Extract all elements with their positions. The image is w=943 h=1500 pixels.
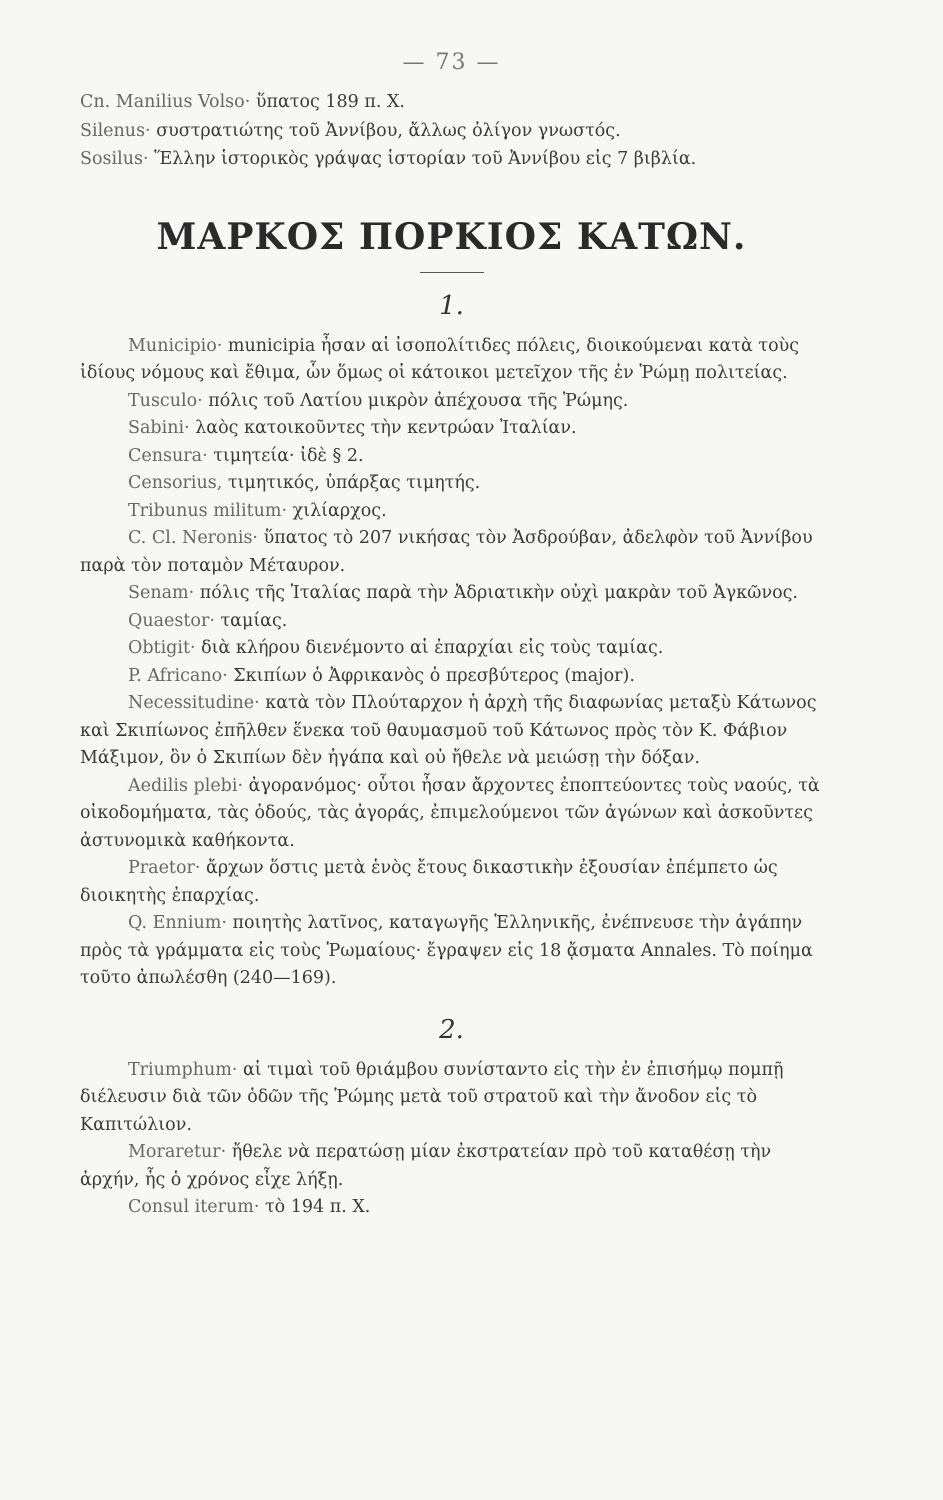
entry [80, 580, 823, 608]
entry [80, 1057, 823, 1140]
entry [80, 388, 823, 416]
entry-definition: ὕπατος τὸ 207 νικήσας τὸν Ἀσδρούβαν, ἀδελφὸν τοῦ Ἀννίβου παρὰ τὸν ποταμὸν Μέταυρον. [80, 528, 813, 576]
entry-definition: διὰ κλήρου διενέμοντο αἱ ἐπαρχίαι εἰς τοὺς ταμίας. [195, 638, 664, 658]
entry [80, 608, 823, 636]
entry [80, 1194, 823, 1222]
entry-definition: ταμίας. [214, 610, 288, 631]
entry-term: P. Africano· [128, 665, 228, 686]
entry-term: Censura· [128, 445, 208, 466]
entry-term: Q. Ennium· [128, 913, 227, 933]
entry-term: Quaestor· [128, 610, 215, 631]
entry-definition: ἄρχων ὅστις μετὰ ἑνὸς ἔτους δικαστικὴν ἐξουσίαν ἐπέμπετο ὡς διοικητὴς ἐπαρχίας. [80, 858, 778, 906]
entry [80, 663, 823, 691]
entry [80, 1139, 823, 1194]
entry-definition: Σκιπίων ὁ Ἀφρικανὸς ὁ πρεσβύτερος (major). [227, 665, 635, 686]
entry [80, 855, 823, 910]
entry [80, 773, 823, 856]
entry-term: Sosilus· [80, 149, 149, 169]
entry-term: Tusculo· [128, 390, 203, 411]
entry-term: Aedilis plebi· [128, 775, 244, 796]
entry-definition: συστρατιώτης τοῦ Ἀννίβου, ἄλλως ὀλίγον γνωστός. [150, 120, 621, 141]
entry [80, 635, 823, 663]
entry-definition: ἤθελε νὰ περατώσῃ μίαν ἐκστρατείαν πρὸ τοῦ καταθέσῃ τὴν ἀρχήν, ἧς ὁ χρόνος εἶχε λήξῃ. [80, 1142, 772, 1190]
entry-term: Sabini· [128, 418, 190, 438]
entry-term: Moraretur· [128, 1142, 227, 1162]
entry [80, 910, 823, 993]
entry-definition: αἱ τιμαὶ τοῦ θριάμβου συνίσταντο εἰς τὴν ἐν ἐπισήμῳ πομπῇ διέλευσιν διὰ τῶν ὁδῶν τῆς Ῥώμης μετὰ τοῦ στρατοῦ καὶ τὴν ἄνοδον εἰς τὸ Καπιτώλιον. [80, 1059, 784, 1135]
entry [80, 470, 823, 498]
section-1-entries [80, 333, 823, 993]
entry [80, 443, 823, 471]
section-2-entries [80, 1057, 823, 1222]
entry-definition: κατὰ τὸν Πλούταρχον ἡ ἀρχὴ τῆς διαφωνίας μεταξὺ Κάτωνος καὶ Σκιπίωνος ἐπῆλθεν ἕνεκα τοῦ θαυμασμοῦ τοῦ Κάτωνος πρὸς τὸν Κ. Φάβιον Μάξιμον, ὃν ὁ Σκιπίων δὲν ἠγάπα καὶ οὐ ἤθελε νὰ μειώσῃ τὴν δόξαν. [80, 693, 817, 768]
section-number: 1. [439, 290, 464, 321]
entry-definition: ὕπατος 189 π. Χ. [250, 92, 405, 112]
chapter-title: ΜΑΡΚΟΣ ΠΟΡΚΙΟΣ ΚΑΤΩΝ. [156, 215, 747, 258]
entry-term: Municipio· [128, 335, 223, 356]
entry-term: Cn. Manilius Volso· [80, 92, 251, 112]
entry-definition: ἀγορανόμος· οὗτοι ἦσαν ἄρχοντες ἐποπτεύοντες τοὺς ναούς, τὰ οἰκοδομήματα, τὰς ὁδούς, τὰς ἀγοράς, ἐπιμελούμενοι τῶν ἀγώνων καὶ ἀσκοῦντες ἀστυνομικὰ καθήκοντα. [80, 775, 820, 851]
entry-term: Consul iterum· [128, 1197, 260, 1217]
entry-definition: ποιητὴς λατῖνος, καταγωγῆς Ἑλληνικῆς, ἐνέπνευσε τὴν ἀγάπην πρὸς τὰ γράμματα εἰς τοὺς Ῥωμαίους· ἔγραψεν εἰς 18 ᾄσματα Annales. Τὸ ποίημα τοῦτο ἀπωλέσθη (240—169). [80, 913, 813, 988]
entry [80, 415, 823, 443]
entry-definition: τὸ 194 π. Χ. [259, 1197, 371, 1217]
title-divider [420, 272, 484, 273]
entry [80, 333, 823, 388]
entry [80, 525, 823, 580]
page-number: — 73 — [402, 50, 501, 75]
entry [80, 89, 823, 117]
entry-term: Obtigit· [128, 638, 196, 658]
entry [80, 118, 823, 146]
entry-term: Praetor· [128, 858, 201, 878]
entry [80, 146, 823, 174]
top-entries [80, 89, 823, 174]
entry [80, 498, 823, 526]
entry [80, 690, 823, 773]
entry-definition: municipia ἦσαν αἱ ἰσοπολίτιδες πόλεις, διοικούμεναι κατὰ τοὺς ἰδίους νόμους καὶ ἔθιμα, ὧν ὅμως οἱ κάτοικοι μετεῖχον τῆς ἐν Ῥώμῃ πολιτείας. [80, 335, 800, 383]
entry-term: Tribunus militum· [128, 500, 288, 521]
entry-definition: Ἕλλην ἱστορικὸς γράψας ἱστορίαν τοῦ Ἀννίβου εἰς 7 βιβλία. [148, 149, 697, 169]
entry-definition: χιλίαρχος. [287, 500, 387, 521]
entry-definition: τιμητεία· ἰδὲ § 2. [207, 445, 364, 466]
entry-term: Censorius, [128, 473, 223, 493]
entry-term: C. Cl. Neronis· [128, 528, 258, 548]
entry-term: Necessitudine· [128, 693, 260, 713]
entry-term: Senam· [128, 583, 195, 603]
section-number: 2. [439, 1014, 464, 1045]
entry-definition: λαὸς κατοικοῦντες τὴν κεντρώαν Ἰταλίαν. [189, 418, 577, 438]
entry-term: Triumphum· [128, 1059, 238, 1080]
entry-definition: τιμητικός, ὑπάρξας τιμητής. [222, 473, 481, 493]
entry-definition: πόλις τοῦ Λατίου μικρὸν ἀπέχουσα τῆς Ῥώμης. [202, 390, 629, 411]
entry-term: Silenus· [80, 120, 151, 141]
entry-definition: πόλις τῆς Ἰταλίας παρὰ τὴν Ἀδριατικὴν οὐχὶ μακρὰν τοῦ Ἀγκῶνος. [194, 583, 798, 603]
